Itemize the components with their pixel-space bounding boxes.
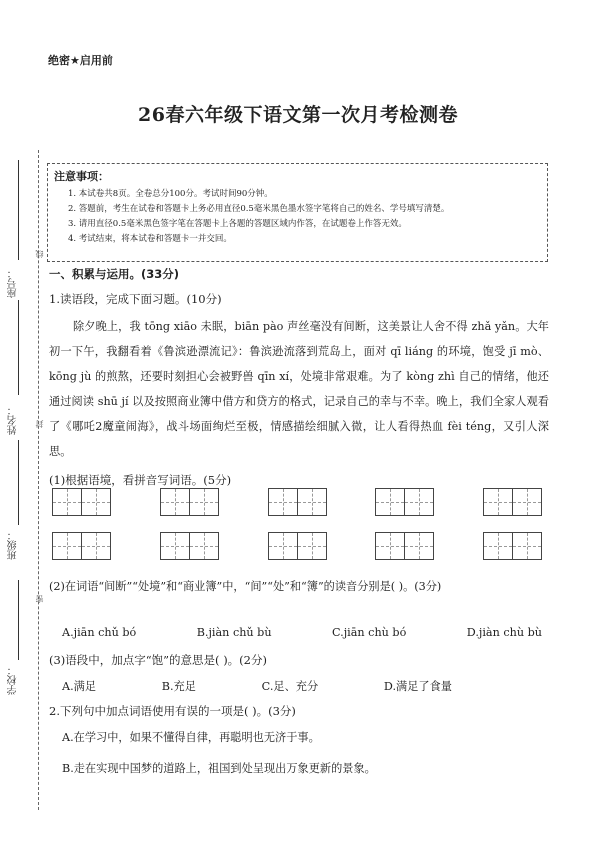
seat-label: 座号： — [8, 268, 19, 298]
notice-item: 1. 本试卷共8页。全卷总分100分。考试时间90分钟。 — [68, 189, 273, 199]
name-label: 姓名： — [8, 405, 19, 435]
answer-box-pair[interactable] — [483, 532, 542, 560]
question-2-option-a[interactable]: A.在学习中，如果不懂得自律，再聪明也无济于事。 — [62, 731, 320, 744]
answer-grid-row-2 — [52, 532, 542, 560]
confidential-label: 绝密★启用前 — [48, 54, 113, 67]
answer-box-pair[interactable] — [483, 488, 542, 516]
answer-box-pair[interactable] — [375, 488, 434, 516]
option-d[interactable]: D.满足了食量 — [383, 680, 452, 693]
notice-item: 4. 考试结束，将本试卷和答题卡一并交回。 — [68, 234, 232, 244]
binding-sidebar — [4, 140, 44, 830]
answer-box-pair[interactable] — [52, 488, 111, 516]
question-2-title: 2.下列句中加点词语使用有误的一项是( )。(3分) — [49, 704, 296, 718]
sub-question-3: (3)语段中，加点字“饱”的意思是( )。(2分) — [49, 653, 267, 667]
seat-line — [18, 160, 19, 260]
cut-mark-3: 密 — [35, 595, 44, 603]
answer-box-pair[interactable] — [268, 532, 327, 560]
question-2-option-b[interactable]: B.走在实现中国梦的道路上，祖国到处呈现出万象更新的景象。 — [62, 762, 376, 775]
option-a[interactable]: A.jiān chǔ bó — [62, 626, 137, 639]
class-label: 班级： — [8, 530, 19, 560]
notice-box — [47, 163, 548, 262]
answer-box-pair[interactable] — [268, 488, 327, 516]
cut-mark-2: 封 — [35, 420, 44, 428]
reading-passage: 除夕晚上，我 tōng xiāo 未眠，biān pào 声丝毫没有间断，这美景让人舍不得 zhǎ yǎn。大年初一下午，我翻看着《鲁滨逊漂流记》：鲁滨逊流落到荒岛上，面对 qī liáng 的环境，饱受 jī mò、kōng jù 的煎熬，还要时刻担心会被野兽 qīn xí，处境非常艰难。为了 kòng zhì 自己的情绪，他还通过阅读 shū jí 以及按照商业簿中借方和贷方的格式，记录自己的幸与不幸。晚上，我们全家人观看了《哪吒2魔童闹海》，战斗场面绚烂至极，情感描绘细腻入微，让人看得热血 fèi téng，又引人深思。 — [49, 320, 549, 458]
answer-box-pair[interactable] — [375, 532, 434, 560]
sub-question-2: (2)在词语“间断”“处境”和“商业簿”中，“间”“处”和“簿”的读音分别是( )。(3分) — [49, 580, 442, 593]
exam-title: 26春六年级下语文第一次月考检测卷 — [138, 104, 458, 126]
binding-dashed-line — [38, 150, 39, 810]
option-b[interactable]: B.jiàn chǔ bù — [196, 626, 272, 639]
answer-grid-row-1 — [52, 488, 542, 516]
option-a[interactable]: A.满足 — [62, 680, 97, 693]
name-line — [18, 300, 19, 395]
option-c[interactable]: C.足、充分 — [261, 680, 319, 693]
sub-question-2-options — [62, 626, 542, 639]
school-label: 学校： — [8, 665, 19, 695]
notice-item: 3. 请用直径0.5毫米黑色签字笔在答题卡上各题的答题区域内作答，在试题卷上作答无效。 — [68, 219, 407, 229]
option-c[interactable]: C.jiān chù bó — [331, 626, 407, 639]
option-b[interactable]: B.充足 — [161, 680, 196, 693]
answer-box-pair[interactable] — [52, 532, 111, 560]
question-1-title: 1.读语段，完成下面习题。(10分) — [49, 292, 222, 306]
sub-question-1: (1)根据语境，看拼音写词语。(5分) — [49, 473, 232, 487]
notice-title: 注意事项： — [54, 170, 109, 183]
answer-box-pair[interactable] — [160, 532, 219, 560]
sub-question-3-options — [62, 678, 452, 694]
cut-mark-1: 线 — [35, 250, 44, 258]
answer-box-pair[interactable] — [160, 488, 219, 516]
class-line — [18, 440, 19, 525]
section-heading: 一、积累与运用。(33分) — [49, 267, 180, 281]
option-d[interactable]: D.jiàn chù bù — [466, 626, 542, 639]
school-line — [18, 580, 19, 660]
notice-item: 2. 答题前，考生在试卷和答题卡上务必用直径0.5毫米黑色墨水签字笔将自己的姓名、学号填写清楚。 — [68, 204, 450, 214]
